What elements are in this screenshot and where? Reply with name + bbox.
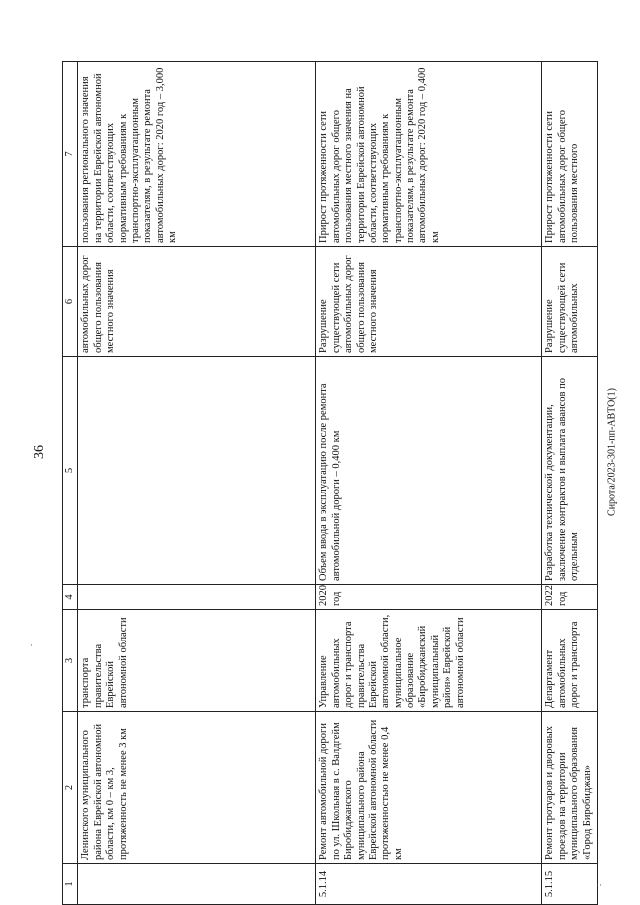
expected-result: Разработка технической документации, заключение контрактов и выплата авансов по отдельным	[542, 357, 598, 585]
table-row	[78, 62, 316, 905]
header-cell: 6	[63, 247, 78, 357]
document-code: Сирота/2023-301-пп-АВТО(1)	[606, 388, 618, 516]
header-cell: 5	[63, 357, 78, 585]
indicator: пользования регионального значения на территории Еврейской автономной области, соответствующих нормативным требованиям к транспортно-эксплуатационным показателям, в результате ремонта автомобильных дорог: 2020 год – 3,000 км	[78, 62, 316, 247]
item-number: 5.1.15	[542, 864, 598, 905]
consequence: Разрушение существующей сети автомобильных	[542, 247, 598, 357]
measure-name: Ремонт автомобильной дороги по ул. Школьная в с. Валдгейм Биробиджанского муниципального района Еврейской автономной области протяженностью не менее 0,4 км	[316, 712, 542, 864]
rotated-page	[62, 62, 595, 905]
measure-name: Ленинского муниципального района Еврейской автономной области, км 0 – км 3, протяженность не менее 3 км	[78, 712, 316, 864]
executor: Управление автомобильных дорог и транспорта правительства Еврейской автономной области, муниципальное образование «Биробиджанский муниципальный район» Еврейской автономной области	[316, 610, 542, 712]
year	[78, 585, 316, 610]
header-cell: 2	[63, 712, 78, 864]
header-row	[63, 62, 78, 905]
consequence: автомобильных дорог общего пользования местного значения	[78, 247, 316, 357]
scan-artifact: ··	[596, 880, 602, 890]
scan-artifact: ·	[30, 640, 33, 650]
table-row	[316, 62, 542, 905]
indicator: Прирост протяженности сети автомобильных дорог общего пользования местного значения на территории Еврейской автономной области, соответствующих нормативным требованиям к транспортно-эксплуатационным показателям, в результате ремонта автомобильных дорог: 2020 год – 0,400 км	[316, 62, 542, 247]
year: 2022 год	[542, 585, 598, 610]
measure-name: Ремонт тротуаров и дворовых проездов на территории муниципального образования «Город Биробиджан»	[542, 712, 598, 864]
header-cell: 3	[63, 610, 78, 712]
indicator: Прирост протяженности сети автомобильных дорог общего пользования местного	[542, 62, 598, 247]
header-cell: 4	[63, 585, 78, 610]
table-row	[542, 62, 598, 905]
page-number: 36	[32, 445, 47, 459]
program-table	[62, 61, 598, 905]
executor: транспорта правительства Еврейской автономной области	[78, 610, 316, 712]
expected-result: Объем ввода в эксплуатацию после ремонта автомобильной дороги – 0,400 км	[316, 357, 542, 585]
header-cell: 1	[63, 864, 78, 905]
header-cell: 7	[63, 62, 78, 247]
executor: Департамент автомобильных дорог и транспорта	[542, 610, 598, 712]
expected-result	[78, 357, 316, 585]
year: 2020 год	[316, 585, 542, 610]
item-number: 5.1.14	[316, 864, 542, 905]
item-number	[78, 864, 316, 905]
consequence: Разрушение существующей сети автомобильных дорог общего пользования местного значения	[316, 247, 542, 357]
